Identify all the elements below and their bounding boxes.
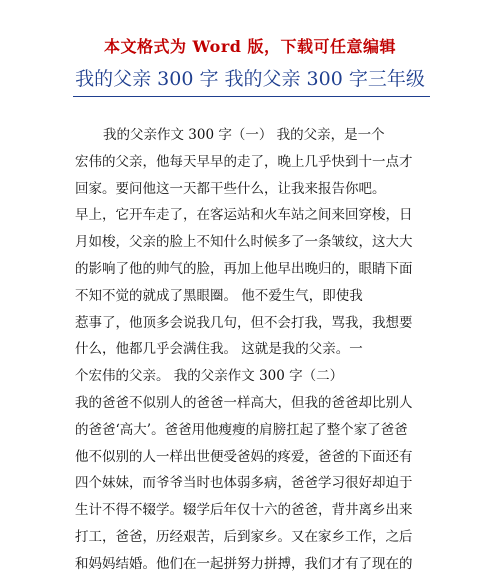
text-line: 什么，他都几乎会满住我。 这就是我的父亲。一 [75, 341, 363, 358]
text-line: 惹事了，他顶多会说我几句，但不会打我，骂我，我想要 [75, 314, 413, 331]
text-line: 不知不觉的就成了黑眼圈。 他不爱生气，即使我 [75, 287, 363, 304]
text-line: 的爸爸‘高大’。爸爸用他瘦瘦的肩膀扛起了整个家了爸爸 [75, 421, 408, 438]
text-line: 打工，爸爸，历经艰苦，后到家乡。又在家乡工作，之后 [75, 528, 413, 545]
document-title: 我的父亲 300 字 我的父亲 300 字三年级 [75, 68, 425, 90]
document-body [75, 122, 427, 578]
text-line: 我的父亲作文 300 字（一） 我的父亲，是一个 [103, 127, 385, 143]
editable-notice: 本文格式为 Word 版，下载可任意编辑 [103, 37, 397, 56]
text-line: 他不似别的人一样出世便受爸妈的疼爱，爸爸的下面还有 [75, 448, 413, 465]
text-line: 个宏伟的父亲。 我的父亲作文 300 字（二） [75, 368, 344, 385]
text-line: 和妈妈结婚。他们在一起拼努力拼搏，我们才有了现在的 [75, 555, 413, 572]
text-line: 我的爸爸不似别人的爸爸一样高大，但我的爸爸却比别人 [75, 394, 413, 411]
text-line: 早上，它开车走了，在客运站和火车站之间来回穿梭，日 [75, 207, 413, 224]
text-line: 生计不得不辍学。辍学后年仅十六的爸爸，背井离乡出来 [75, 502, 413, 519]
text-line: 月如梭，父亲的脸上不知什么时候多了一条皱纹，这大大 [75, 234, 413, 251]
text-line: 回家。要问他这一天都干些什么，让我来报告你吧。 [75, 180, 386, 197]
text-line: 四个妹妹，而爷爷当时也体弱多病，爸爸学习很好却迫于 [75, 475, 413, 492]
text-line: 的影响了他的帅气的脸，再加上他早出晚归的，眼睛下面 [75, 260, 413, 277]
title-underline [73, 96, 430, 97]
text-line: 宏伟的父亲，他每天早早的走了，晚上几乎快到十一点才 [75, 153, 413, 170]
